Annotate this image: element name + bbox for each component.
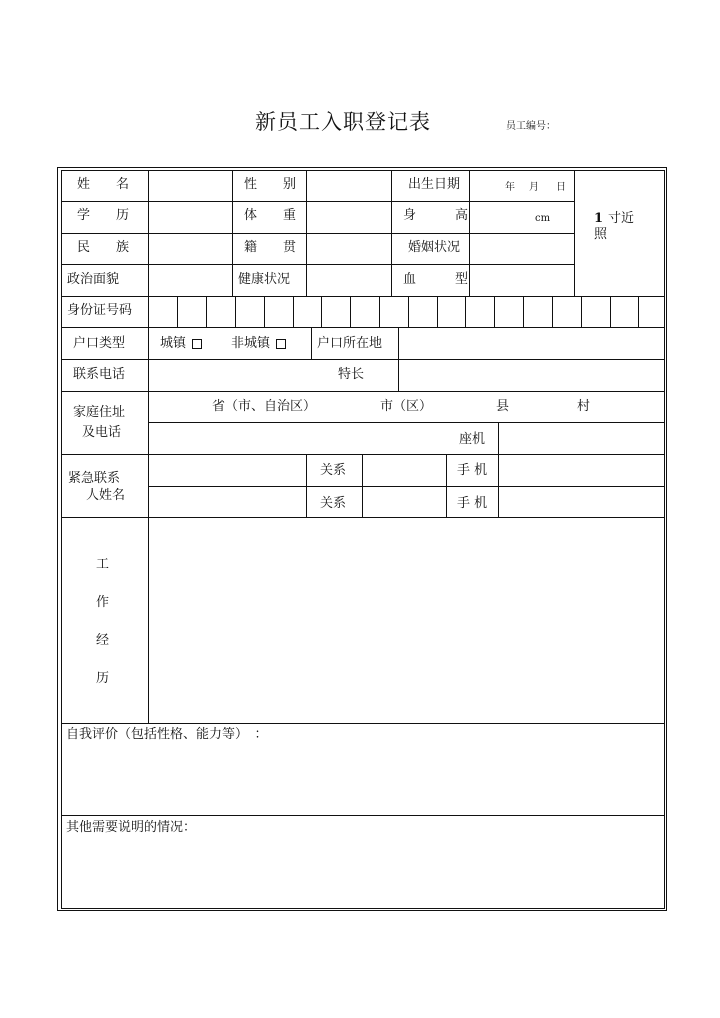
- non-urban-option[interactable]: 非城镇: [231, 336, 286, 351]
- self-evaluation-label: 自我评价（包括性格、能力等） ：: [66, 727, 268, 742]
- work-history-char-4: 历: [96, 671, 110, 686]
- work-history-char-3: 经: [96, 633, 110, 648]
- specialty-label: 特长: [338, 367, 365, 382]
- native-place-label: 籍 贯: [244, 240, 297, 255]
- birth-date-label: 出生日期: [408, 177, 461, 192]
- province-label: 省（市、自治区）: [212, 399, 317, 414]
- urban-option[interactable]: 城镇: [160, 336, 202, 351]
- marital-status-label: 婚姻状况: [408, 240, 461, 255]
- relation-label-1: 关系: [320, 463, 347, 478]
- ethnicity-label: 民 族: [77, 240, 130, 255]
- city-label: 市（区）: [380, 399, 433, 414]
- urban-checkbox[interactable]: [192, 339, 202, 349]
- weight-label: 体 重: [244, 208, 297, 223]
- education-label: 学 历: [77, 208, 130, 223]
- relation-label-2: 关系: [320, 496, 347, 511]
- name-label: 姓 名: [77, 177, 130, 192]
- non-urban-checkbox[interactable]: [276, 339, 286, 349]
- month-label: 月: [529, 182, 539, 193]
- day-label: 日: [556, 182, 566, 193]
- year-label: 年: [505, 182, 515, 193]
- height-label: 身 高: [403, 208, 469, 223]
- photo-label-2: 照: [594, 227, 608, 242]
- home-address-label: 家庭住址: [73, 405, 126, 420]
- emergency-contact-label-2: 人姓名: [86, 488, 126, 503]
- photo-size: 1: [594, 211, 604, 226]
- hukou-type-label: 户口类型: [73, 336, 126, 351]
- health-label: 健康状况: [238, 272, 291, 287]
- gender-label: 性 别: [244, 177, 297, 192]
- photo-label: 寸近: [608, 211, 635, 226]
- work-history-char-2: 作: [96, 595, 110, 610]
- work-history-char-1: 工: [96, 557, 110, 572]
- county-label: 县: [496, 399, 510, 414]
- political-status-label: 政治面貌: [67, 272, 120, 287]
- height-unit: cm: [535, 213, 551, 224]
- home-address-label-2: 及电话: [82, 425, 122, 440]
- blood-type-label: 血 型: [403, 272, 469, 287]
- other-notes-label: 其他需要说明的情况：: [66, 820, 197, 835]
- hukou-place-label: 户口所在地: [317, 336, 383, 351]
- page-title: 新员工入职登记表: [255, 110, 431, 134]
- village-label: 村: [577, 399, 591, 414]
- emergency-contact-label: 紧急联系: [68, 471, 121, 486]
- mobile-label-1: 手 机: [457, 463, 488, 478]
- employee-number-label: 员工编号：: [506, 121, 556, 132]
- mobile-label-2: 手 机: [457, 496, 488, 511]
- id-number-label: 身份证号码: [67, 303, 133, 318]
- contact-phone-label: 联系电话: [73, 367, 126, 382]
- landline-label: 座机: [459, 432, 486, 447]
